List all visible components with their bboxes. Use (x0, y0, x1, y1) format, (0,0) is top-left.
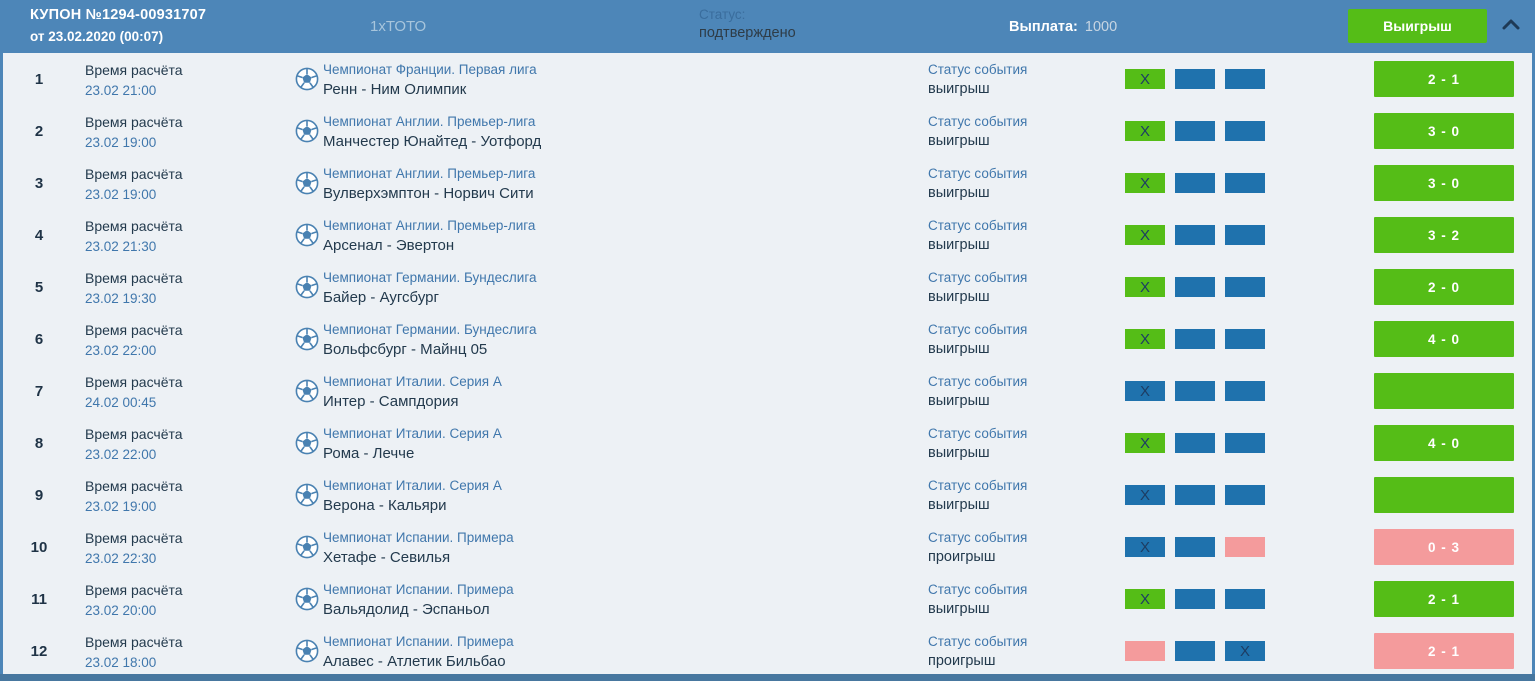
coupon-status (699, 7, 796, 41)
event-status (928, 426, 1027, 461)
event-info (323, 114, 541, 150)
football-icon (295, 119, 319, 143)
pick-cell (1175, 121, 1215, 141)
event-info (323, 270, 536, 306)
football-icon (295, 483, 319, 507)
football-icon (295, 223, 319, 247)
pick-cells (1125, 313, 1265, 365)
row-number: 3 (34, 174, 44, 192)
settle-time (85, 426, 183, 462)
event-status-value: проигрыш (928, 549, 996, 565)
event-status (928, 114, 1027, 149)
match-name: Байер - Аугсбург (323, 289, 439, 306)
football-icon (295, 379, 319, 403)
pick-cell (1175, 225, 1215, 245)
league-link[interactable]: Чемпионат Германии. Бундеслига (323, 270, 537, 285)
event-status-value: выигрыш (928, 445, 990, 461)
row-number: 4 (34, 226, 44, 244)
pick-cells (1125, 573, 1265, 625)
pick-cell (1225, 433, 1265, 453)
event-status (928, 322, 1027, 357)
football-icon (295, 431, 319, 455)
pick-cell (1175, 485, 1215, 505)
settle-time-value: 23.02 19:00 (85, 135, 157, 150)
pick-cell (1175, 277, 1215, 297)
pick-cells (1125, 521, 1265, 573)
event-status-label: Статус события (928, 374, 1028, 389)
row-number: 6 (34, 330, 44, 348)
coupon-header (0, 0, 1535, 53)
pick-cell (1175, 69, 1215, 89)
event-status (928, 218, 1027, 253)
event-status (928, 374, 1027, 409)
table-row (3, 469, 1532, 521)
match-name: Алавес - Атлетик Бильбао (323, 653, 506, 670)
settle-time-label: Время расчёта (85, 270, 183, 286)
score-badge: 4 - 0 (1374, 425, 1514, 461)
event-status-label: Статус события (928, 634, 1028, 649)
league-link[interactable]: Чемпионат Франции. Первая лига (323, 62, 537, 77)
coupon-number: КУПОН №1294-00931707 (30, 7, 207, 23)
pick-cells (1125, 157, 1265, 209)
settle-time (85, 374, 183, 410)
settle-time-value: 23.02 20:00 (85, 603, 157, 618)
table-row (3, 53, 1532, 105)
football-icon (295, 171, 319, 195)
row-number: 11 (31, 590, 47, 608)
settle-time (85, 530, 183, 566)
event-status (928, 634, 1027, 669)
event-info (323, 218, 535, 254)
score-badge: 2 - 1 (1374, 581, 1514, 617)
settle-time (85, 582, 183, 618)
settle-time-value: 23.02 22:00 (85, 343, 157, 358)
event-status-value: выигрыш (928, 237, 990, 253)
coupon-date: от 23.02.2020 (00:07) (30, 29, 164, 44)
event-status-label: Статус события (928, 426, 1028, 441)
settle-time (85, 114, 183, 150)
league-link[interactable]: Чемпионат Англии. Премьер-лига (323, 114, 536, 129)
settle-time-value: 23.02 19:00 (85, 499, 157, 514)
event-status (928, 62, 1027, 97)
pick-cell: X (1125, 433, 1165, 453)
pick-cell: X (1125, 225, 1165, 245)
settle-time-value: 23.02 21:30 (85, 239, 157, 254)
table-row (3, 261, 1532, 313)
settle-time-value: 24.02 00:45 (85, 395, 157, 410)
product-name: 1хТОТО (370, 18, 427, 35)
event-status-label: Статус события (928, 530, 1028, 545)
coupon-status-label: Статус: (699, 7, 746, 22)
event-status-value: выигрыш (928, 393, 990, 409)
football-icon (295, 535, 319, 559)
event-info (323, 322, 536, 358)
league-link[interactable]: Чемпионат Испании. Примера (323, 530, 514, 545)
table-row (3, 209, 1532, 261)
event-status-label: Статус события (928, 478, 1028, 493)
collapse-button[interactable] (1498, 0, 1524, 53)
event-status (928, 270, 1027, 305)
pick-cell (1225, 173, 1265, 193)
pick-cell (1225, 277, 1265, 297)
pick-cell (1175, 329, 1215, 349)
table-row (3, 625, 1532, 674)
event-status-label: Статус события (928, 114, 1028, 129)
league-link[interactable]: Чемпионат Германии. Бундеслига (323, 322, 537, 337)
pick-cells (1125, 469, 1265, 521)
pick-cell (1225, 69, 1265, 89)
payout (1009, 0, 1117, 53)
table-row (3, 105, 1532, 157)
score-badge: 2 - 0 (1374, 269, 1514, 305)
chevron-up-icon (1501, 17, 1521, 36)
pick-cell (1225, 485, 1265, 505)
pick-cell: X (1125, 485, 1165, 505)
row-number: 1 (34, 70, 44, 88)
settle-time (85, 478, 183, 514)
pick-cells (1125, 365, 1265, 417)
settle-time (85, 634, 183, 670)
settle-time-value: 23.02 21:00 (85, 83, 157, 98)
pick-cells (1125, 261, 1265, 313)
event-status-value: выигрыш (928, 341, 990, 357)
pick-cell (1225, 225, 1265, 245)
table-row (3, 417, 1532, 469)
pick-cell (1175, 173, 1215, 193)
pick-cells (1125, 625, 1265, 674)
event-status-value: выигрыш (928, 81, 990, 97)
score-badge (1374, 373, 1514, 409)
event-status-label: Статус события (928, 166, 1028, 181)
score-badge: 4 - 0 (1374, 321, 1514, 357)
league-link[interactable]: Чемпионат Англии. Премьер-лига (323, 166, 536, 181)
pick-cell (1125, 641, 1165, 661)
row-number: 7 (34, 382, 44, 400)
settle-time-label: Время расчёта (85, 218, 183, 234)
table-row (3, 521, 1532, 573)
row-number: 10 (30, 538, 48, 556)
table-row (3, 365, 1532, 417)
league-link[interactable]: Чемпионат Испании. Примера (323, 582, 514, 597)
settle-time (85, 270, 183, 306)
event-status (928, 582, 1027, 617)
settle-time (85, 166, 183, 202)
settle-time (85, 218, 183, 254)
event-status-value: выигрыш (928, 185, 990, 201)
pick-cell: X (1125, 69, 1165, 89)
pick-cells (1125, 417, 1265, 469)
settle-time-label: Время расчёта (85, 426, 183, 442)
settle-time-label: Время расчёта (85, 478, 183, 494)
row-number: 12 (30, 642, 48, 660)
settle-time-label: Время расчёта (85, 166, 183, 182)
match-name: Вулверхэмптон - Норвич Сити (323, 185, 534, 202)
league-link[interactable]: Чемпионат Испании. Примера (323, 634, 514, 649)
event-status-label: Статус события (928, 270, 1028, 285)
pick-cell: X (1125, 277, 1165, 297)
pick-cell: X (1125, 329, 1165, 349)
event-info (323, 166, 535, 202)
event-status-label: Статус события (928, 582, 1028, 597)
football-icon (295, 587, 319, 611)
pick-cell (1225, 381, 1265, 401)
pick-cell (1225, 589, 1265, 609)
table-row (3, 157, 1532, 209)
settle-time-label: Время расчёта (85, 322, 183, 338)
football-icon (295, 639, 319, 663)
event-info (323, 478, 502, 514)
league-link[interactable]: Чемпионат Италии. Серия А (323, 478, 502, 493)
pick-cell: X (1125, 121, 1165, 141)
match-name: Вольфсбург - Майнц 05 (323, 341, 488, 358)
table-row (3, 313, 1532, 365)
table-row (3, 573, 1532, 625)
match-name: Рома - Лечче (323, 445, 415, 462)
events-list (0, 53, 1535, 674)
score-badge: 2 - 1 (1374, 61, 1514, 97)
pick-cell (1175, 537, 1215, 557)
pick-cell: X (1125, 173, 1165, 193)
event-info (323, 582, 514, 618)
score-badge: 2 - 1 (1374, 633, 1514, 669)
pick-cell (1175, 641, 1215, 661)
settle-time-label: Время расчёта (85, 634, 183, 650)
settle-time-value: 23.02 22:00 (85, 447, 157, 462)
football-icon (295, 275, 319, 299)
settle-time (85, 62, 183, 98)
score-badge (1374, 477, 1514, 513)
match-name: Манчестер Юнайтед - Уотфорд (323, 133, 542, 150)
event-info (323, 426, 502, 462)
score-badge: 3 - 0 (1374, 165, 1514, 201)
pick-cell (1175, 433, 1215, 453)
pick-cell: X (1125, 589, 1165, 609)
settle-time-label: Время расчёта (85, 582, 183, 598)
pick-cells (1125, 53, 1265, 105)
settle-time-label: Время расчёта (85, 114, 183, 130)
match-name: Интер - Сампдория (323, 393, 459, 410)
football-icon (295, 67, 319, 91)
settle-time-label: Время расчёта (85, 374, 183, 390)
event-status-value: выигрыш (928, 289, 990, 305)
league-link[interactable]: Чемпионат Италии. Серия А (323, 374, 502, 389)
pick-cell: X (1225, 641, 1265, 661)
score-badge: 3 - 0 (1374, 113, 1514, 149)
pick-cell (1225, 121, 1265, 141)
settle-time-value: 23.02 22:30 (85, 551, 157, 566)
event-status-label: Статус события (928, 218, 1028, 233)
pick-cells (1125, 209, 1265, 261)
row-number: 8 (34, 434, 44, 452)
settle-time-value: 23.02 19:00 (85, 187, 157, 202)
match-name: Арсенал - Эвертон (323, 237, 455, 254)
match-name: Вальядолид - Эспаньол (323, 601, 490, 618)
payout-value: 1000 (1084, 18, 1118, 35)
event-status-value: выигрыш (928, 497, 990, 513)
event-status-value: проигрыш (928, 653, 996, 669)
pick-cells (1125, 105, 1265, 157)
league-link[interactable]: Чемпионат Англии. Премьер-лига (323, 218, 536, 233)
event-info (323, 634, 514, 670)
event-status (928, 478, 1027, 513)
event-status (928, 166, 1027, 201)
row-number: 9 (34, 486, 44, 504)
event-info (323, 374, 502, 410)
pick-cell (1175, 381, 1215, 401)
league-link[interactable]: Чемпионат Италии. Серия А (323, 426, 502, 441)
payout-label: Выплата: (1009, 18, 1078, 35)
settle-time-value: 23.02 19:30 (85, 291, 157, 306)
pick-cell: X (1125, 381, 1165, 401)
match-name: Хетафе - Севилья (323, 549, 451, 566)
settle-time (85, 322, 183, 358)
pick-cell: X (1125, 537, 1165, 557)
row-number: 2 (34, 122, 44, 140)
score-badge: 3 - 2 (1374, 217, 1514, 253)
coupon-info (30, 7, 206, 44)
event-status-label: Статус события (928, 322, 1028, 337)
win-status-badge: Выигрыш (1348, 9, 1487, 43)
settle-time-label: Время расчёта (85, 530, 183, 546)
pick-cell (1225, 537, 1265, 557)
match-name: Ренн - Ним Олимпик (323, 81, 467, 98)
settle-time-value: 23.02 18:00 (85, 655, 157, 670)
row-number: 5 (34, 278, 44, 296)
match-name: Верона - Кальяри (323, 497, 447, 514)
event-info (323, 62, 537, 98)
event-info (323, 530, 514, 566)
event-status-label: Статус события (928, 62, 1028, 77)
panel-bottom-bar (0, 674, 1535, 681)
event-status-value: выигрыш (928, 133, 990, 149)
pick-cell (1175, 589, 1215, 609)
football-icon (295, 327, 319, 351)
score-badge: 0 - 3 (1374, 529, 1514, 565)
settle-time-label: Время расчёта (85, 62, 183, 78)
event-status-value: выигрыш (928, 601, 990, 617)
coupon-status-value: подтверждено (699, 25, 796, 41)
pick-cell (1225, 329, 1265, 349)
event-status (928, 530, 1027, 565)
